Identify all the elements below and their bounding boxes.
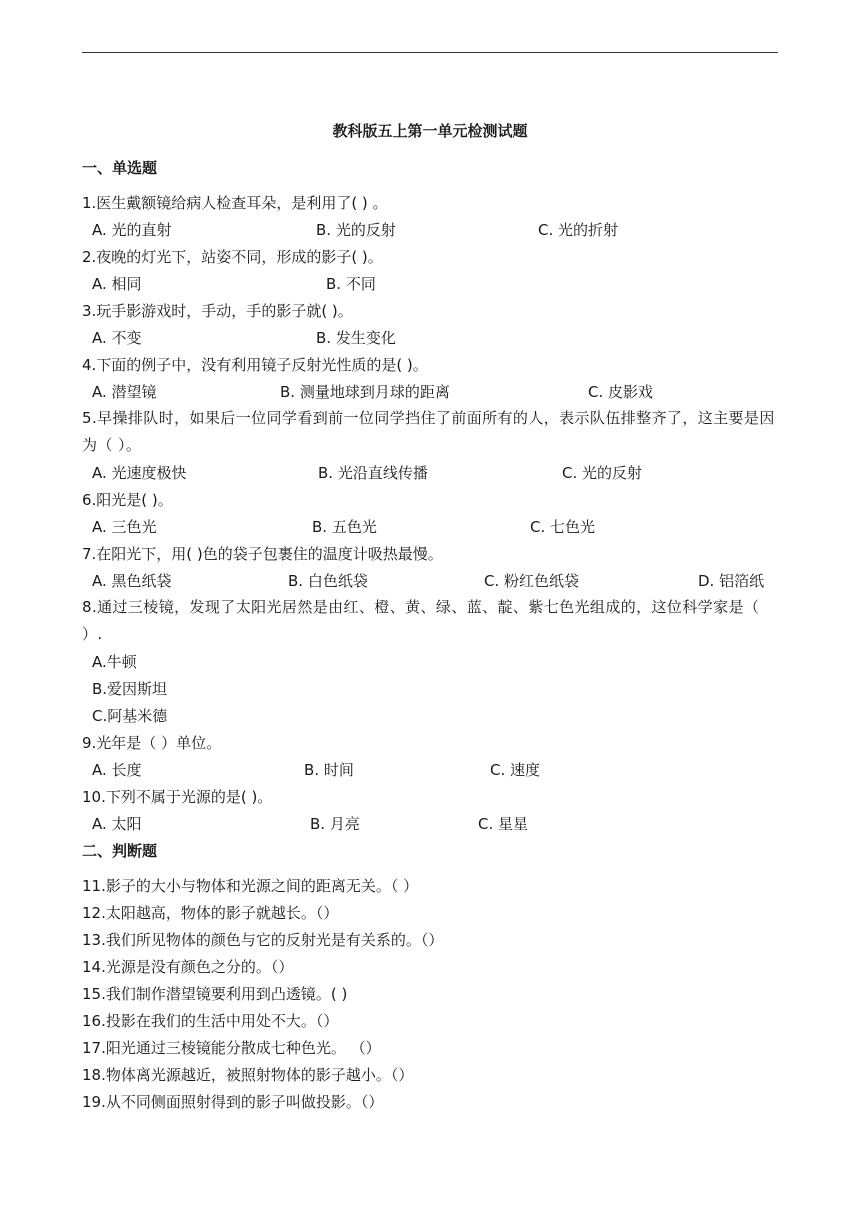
question-14: 14.光源是没有颜色之分的。（） xyxy=(82,958,294,976)
q10-option-c: C. 星星 xyxy=(478,815,529,833)
question-10: 10.下列不属于光源的是( )。 xyxy=(82,788,273,806)
q3-option-b: B. 发生变化 xyxy=(316,329,396,347)
q1-option-b: B. 光的反射 xyxy=(316,221,396,239)
q7-option-d: D. 铝箔纸 xyxy=(698,572,765,590)
question-16: 16.投影在我们的生活中用处不大。（） xyxy=(82,1012,339,1030)
q4-option-c: C. 皮影戏 xyxy=(588,383,654,401)
q6-option-a: A. 三色光 xyxy=(92,518,157,536)
q7-option-c: C. 粉红色纸袋 xyxy=(484,572,580,590)
question-12: 12.太阳越高，物体的影子就越长。（） xyxy=(82,904,339,922)
question-9: 9.光年是（ ）单位。 xyxy=(82,734,222,752)
q2-option-b: B. 不同 xyxy=(326,275,376,293)
question-1: 1.医生戴额镜给病人检查耳朵，是利用了( ) 。 xyxy=(82,194,388,212)
q4-option-b: B. 测量地球到月球的距离 xyxy=(280,383,450,401)
q10-option-b: B. 月亮 xyxy=(310,815,360,833)
q5-option-a: A. 光速度极快 xyxy=(92,464,187,482)
question-7: 7.在阳光下，用( )色的袋子包裹住的温度计吸热最慢。 xyxy=(82,545,443,563)
q8-option-b: B.爱因斯坦 xyxy=(92,680,168,698)
question-11: 11.影子的大小与物体和光源之间的距离无关。（ ） xyxy=(82,877,419,895)
q2-option-a: A. 相同 xyxy=(92,275,142,293)
question-4: 4.下面的例子中，没有利用镜子反射光性质的是( )。 xyxy=(82,356,428,374)
question-18: 18.物体离光源越近，被照射物体的影子越小。（） xyxy=(82,1066,414,1084)
q6-option-c: C. 七色光 xyxy=(530,518,596,536)
question-19: 19.从不同侧面照射得到的影子叫做投影。（） xyxy=(82,1093,384,1111)
q6-option-b: B. 五色光 xyxy=(312,518,377,536)
page-title: 教科版五上第一单元检测试题 xyxy=(332,122,528,140)
question-3: 3.玩手影游戏时，手动，手的影子就( )。 xyxy=(82,302,353,320)
q9-option-b: B. 时间 xyxy=(304,761,354,779)
section-heading-true-false: 二、判断题 xyxy=(82,842,158,860)
question-8: 8.通过三棱镜，发现了太阳光居然是由红、橙、黄、绿、蓝、靛、紫七色光组成的，这位科学家是（ ）. xyxy=(82,598,760,643)
q8-option-a: A.牛顿 xyxy=(92,653,137,671)
q5-option-b: B. 光沿直线传播 xyxy=(318,464,428,482)
q10-option-a: A. 太阳 xyxy=(92,815,142,833)
q5-option-c: C. 光的反射 xyxy=(562,464,643,482)
q3-option-a: A. 不变 xyxy=(92,329,142,347)
question-15: 15.我们制作潜望镜要利用到凸透镜。( ) xyxy=(82,985,348,1003)
q1-option-c: C. 光的折射 xyxy=(538,221,619,239)
question-2: 2.夜晚的灯光下，站姿不同，形成的影子( )。 xyxy=(82,248,383,266)
q9-option-a: A. 长度 xyxy=(92,761,142,779)
header-rule xyxy=(82,52,778,53)
q8-option-c: C.阿基米德 xyxy=(92,707,168,725)
q7-option-a: A. 黑色纸袋 xyxy=(92,572,172,590)
question-5: 5.早操排队时，如果后一位同学看到前一位同学挡住了前面所有的人，表示队伍排整齐了，这主要是因为（ ）。 xyxy=(82,409,775,454)
q7-option-b: B. 白色纸袋 xyxy=(288,572,368,590)
question-13: 13.我们所见物体的颜色与它的反射光是有关系的。（） xyxy=(82,931,444,949)
q4-option-a: A. 潜望镜 xyxy=(92,383,157,401)
q1-option-a: A. 光的直射 xyxy=(92,221,172,239)
section-heading-single-choice: 一、单选题 xyxy=(82,159,158,177)
question-17: 17.阳光通过三棱镜能分散成七种色光。 （） xyxy=(82,1039,381,1057)
question-6: 6.阳光是( )。 xyxy=(82,491,173,509)
q9-option-c: C. 速度 xyxy=(490,761,541,779)
